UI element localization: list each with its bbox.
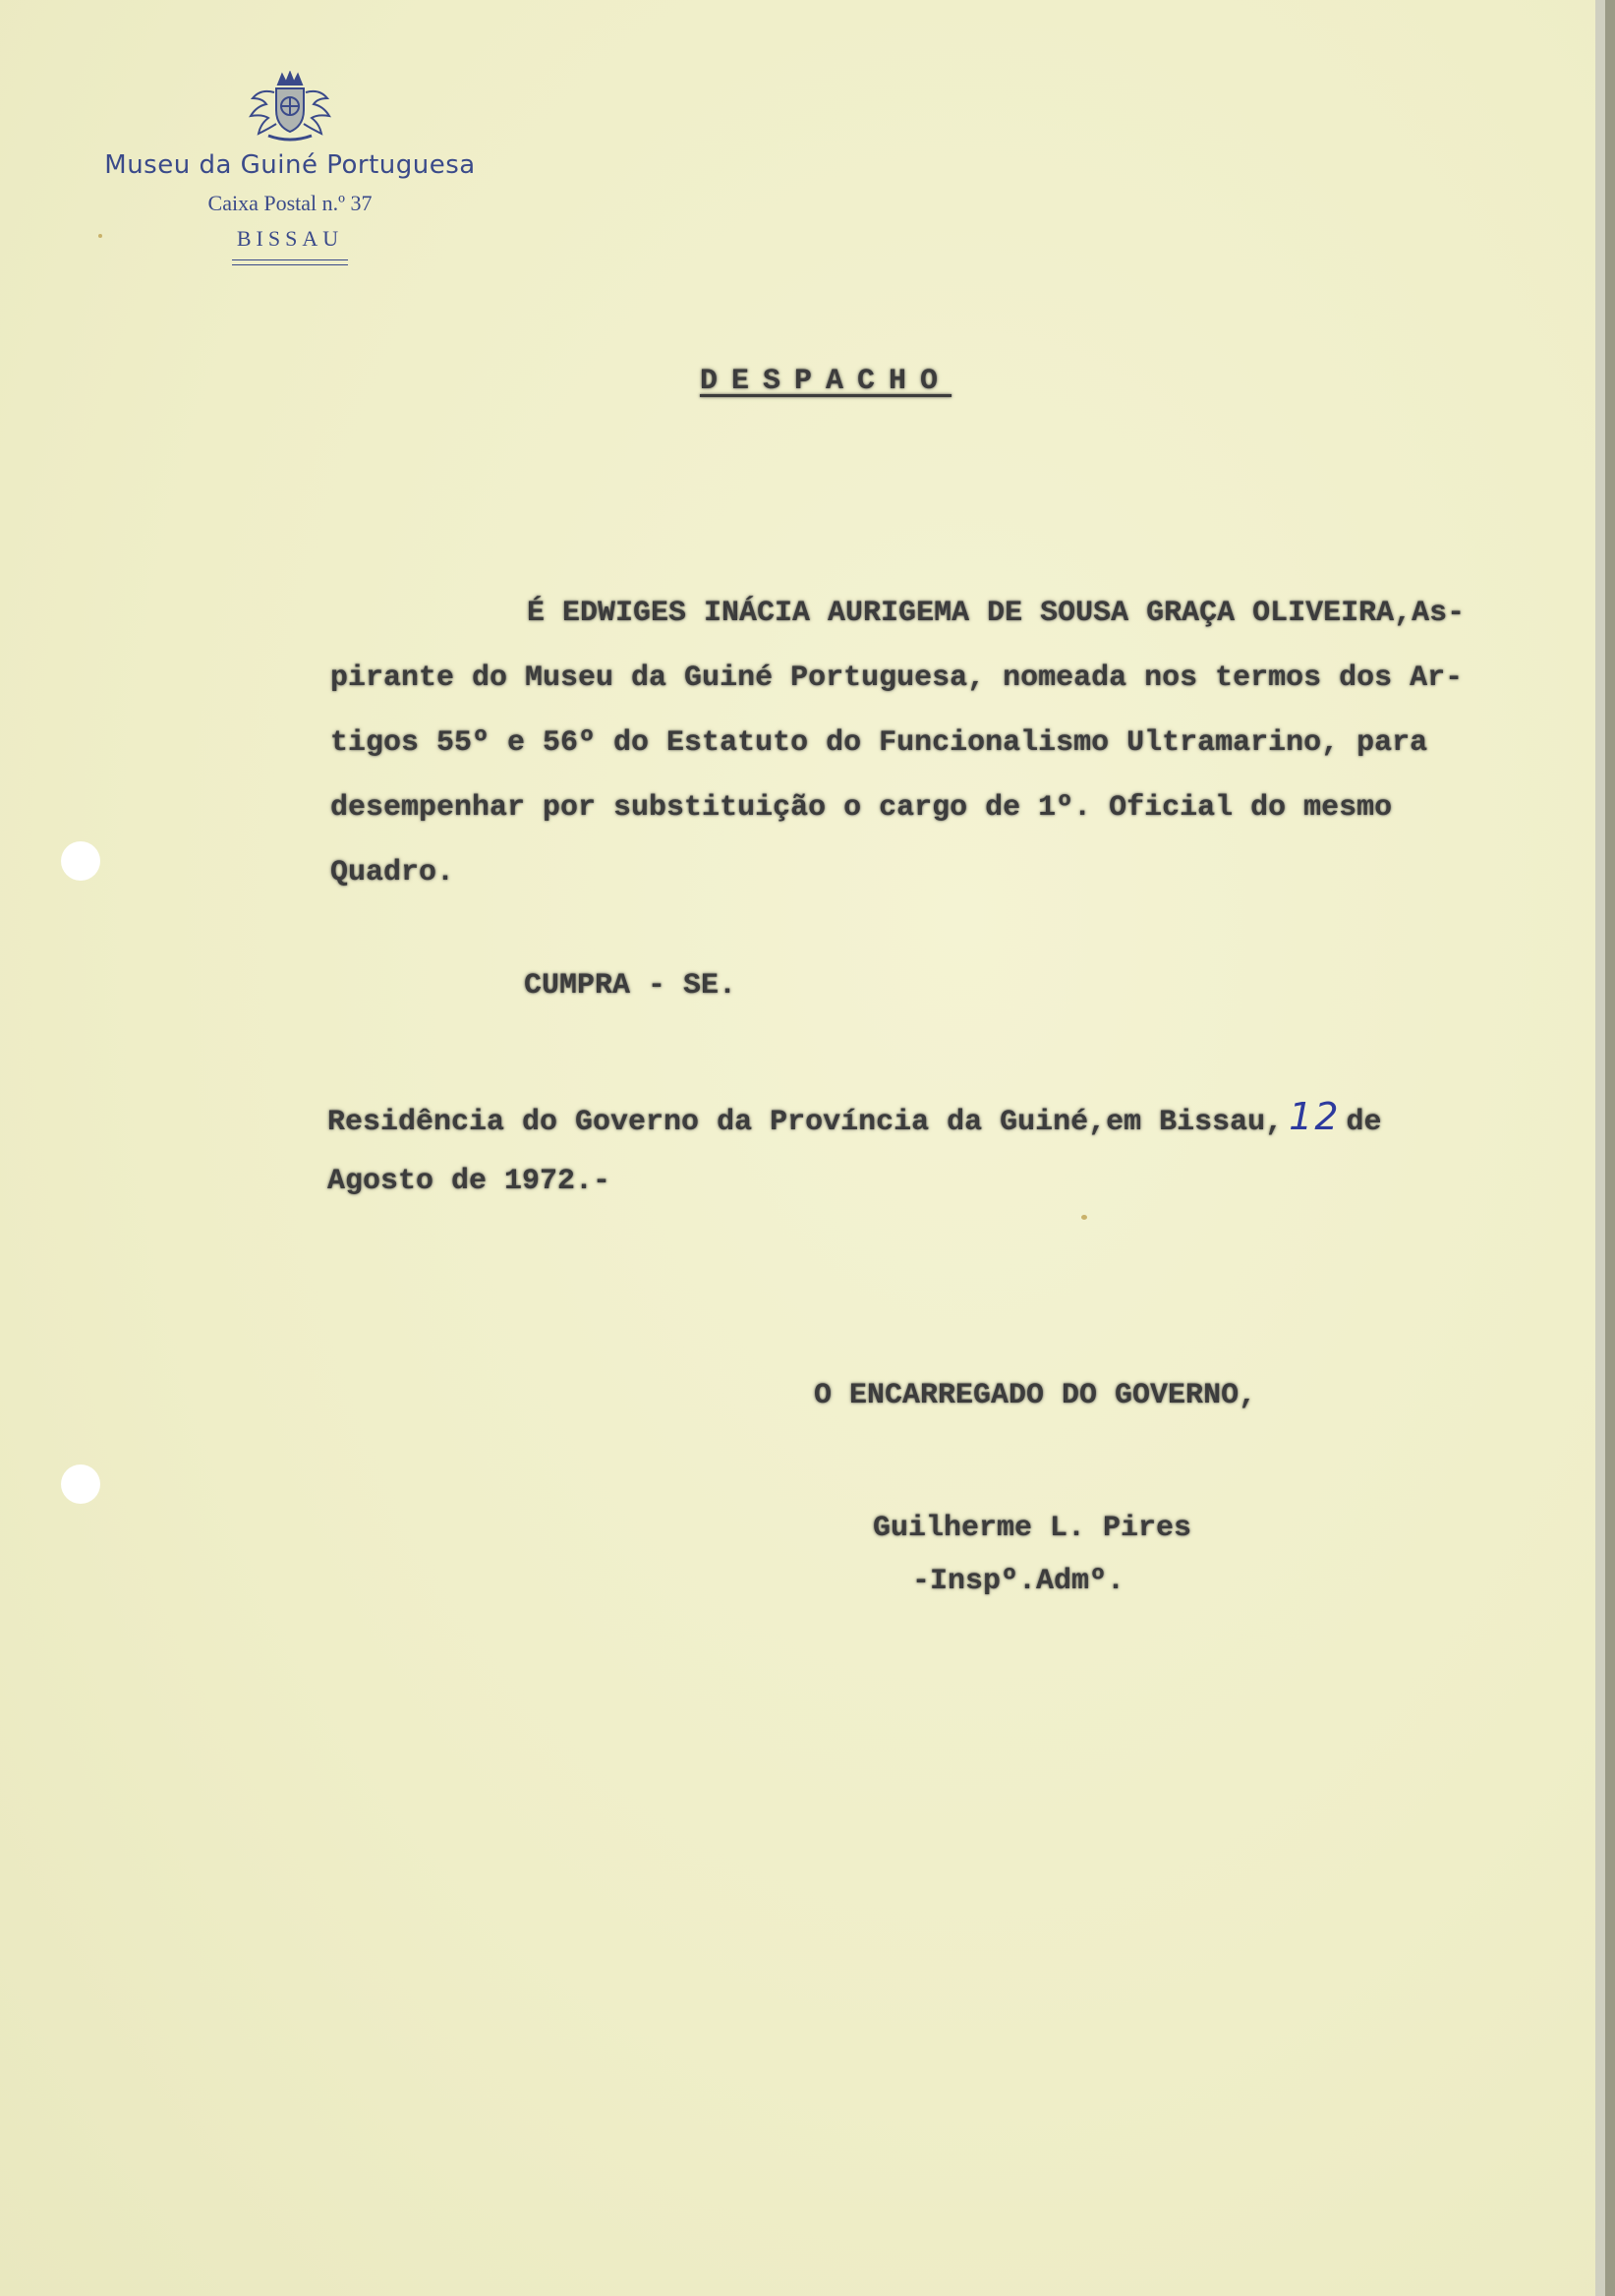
paragraph-line: pirante do Museu da Guiné Portuguesa, nomeada nos termos dos Ar- <box>330 661 1464 695</box>
letterhead <box>59 71 521 265</box>
paper-speck <box>1081 1215 1087 1220</box>
handwritten-day: 12 <box>1289 1095 1341 1138</box>
signer-name: Guilherme L. Pires <box>873 1512 1192 1545</box>
place-date-line <box>327 1084 1586 1149</box>
letterhead-rule <box>232 259 348 265</box>
paragraph-line: Quadro. <box>330 856 455 890</box>
place-text: Residência do Governo da Província da Guiné,em Bissau, <box>327 1106 1284 1139</box>
punch-hole-bottom <box>61 1464 100 1504</box>
paragraph-line: tigos 55º e 56º do Estatuto do Funcionalismo Ultramarino, para <box>330 726 1428 760</box>
letterhead-city: BISSAU <box>236 226 344 251</box>
page-edge <box>1595 0 1605 2296</box>
closing-title: O ENCARREGADO DO GOVERNO, <box>814 1379 1257 1412</box>
coat-of-arms-emblem-icon <box>243 71 337 145</box>
letterhead-postal-box: Caixa Postal n.º 37 <box>207 191 373 215</box>
date-line: Agosto de 1972.- <box>327 1165 611 1198</box>
letterhead-institution: Museu da Guiné Portuguesa <box>104 150 476 180</box>
despacho-paragraph <box>330 581 1588 905</box>
paragraph-line: desempenhar por substituição o cargo de 1º. Oficial do mesmo <box>330 791 1393 825</box>
order-line: CUMPRA - SE. <box>524 969 737 1003</box>
signer-role: -Inspº.Admº. <box>912 1565 1125 1598</box>
document-title: DESPACHO <box>700 365 952 398</box>
place-date <box>327 1084 1586 1214</box>
date-connector: de <box>1346 1106 1382 1139</box>
paragraph-line: É EDWIGES INÁCIA AURIGEMA DE SOUSA GRAÇA OLIVEIRA,As- <box>527 597 1466 630</box>
punch-hole-top <box>61 841 100 881</box>
